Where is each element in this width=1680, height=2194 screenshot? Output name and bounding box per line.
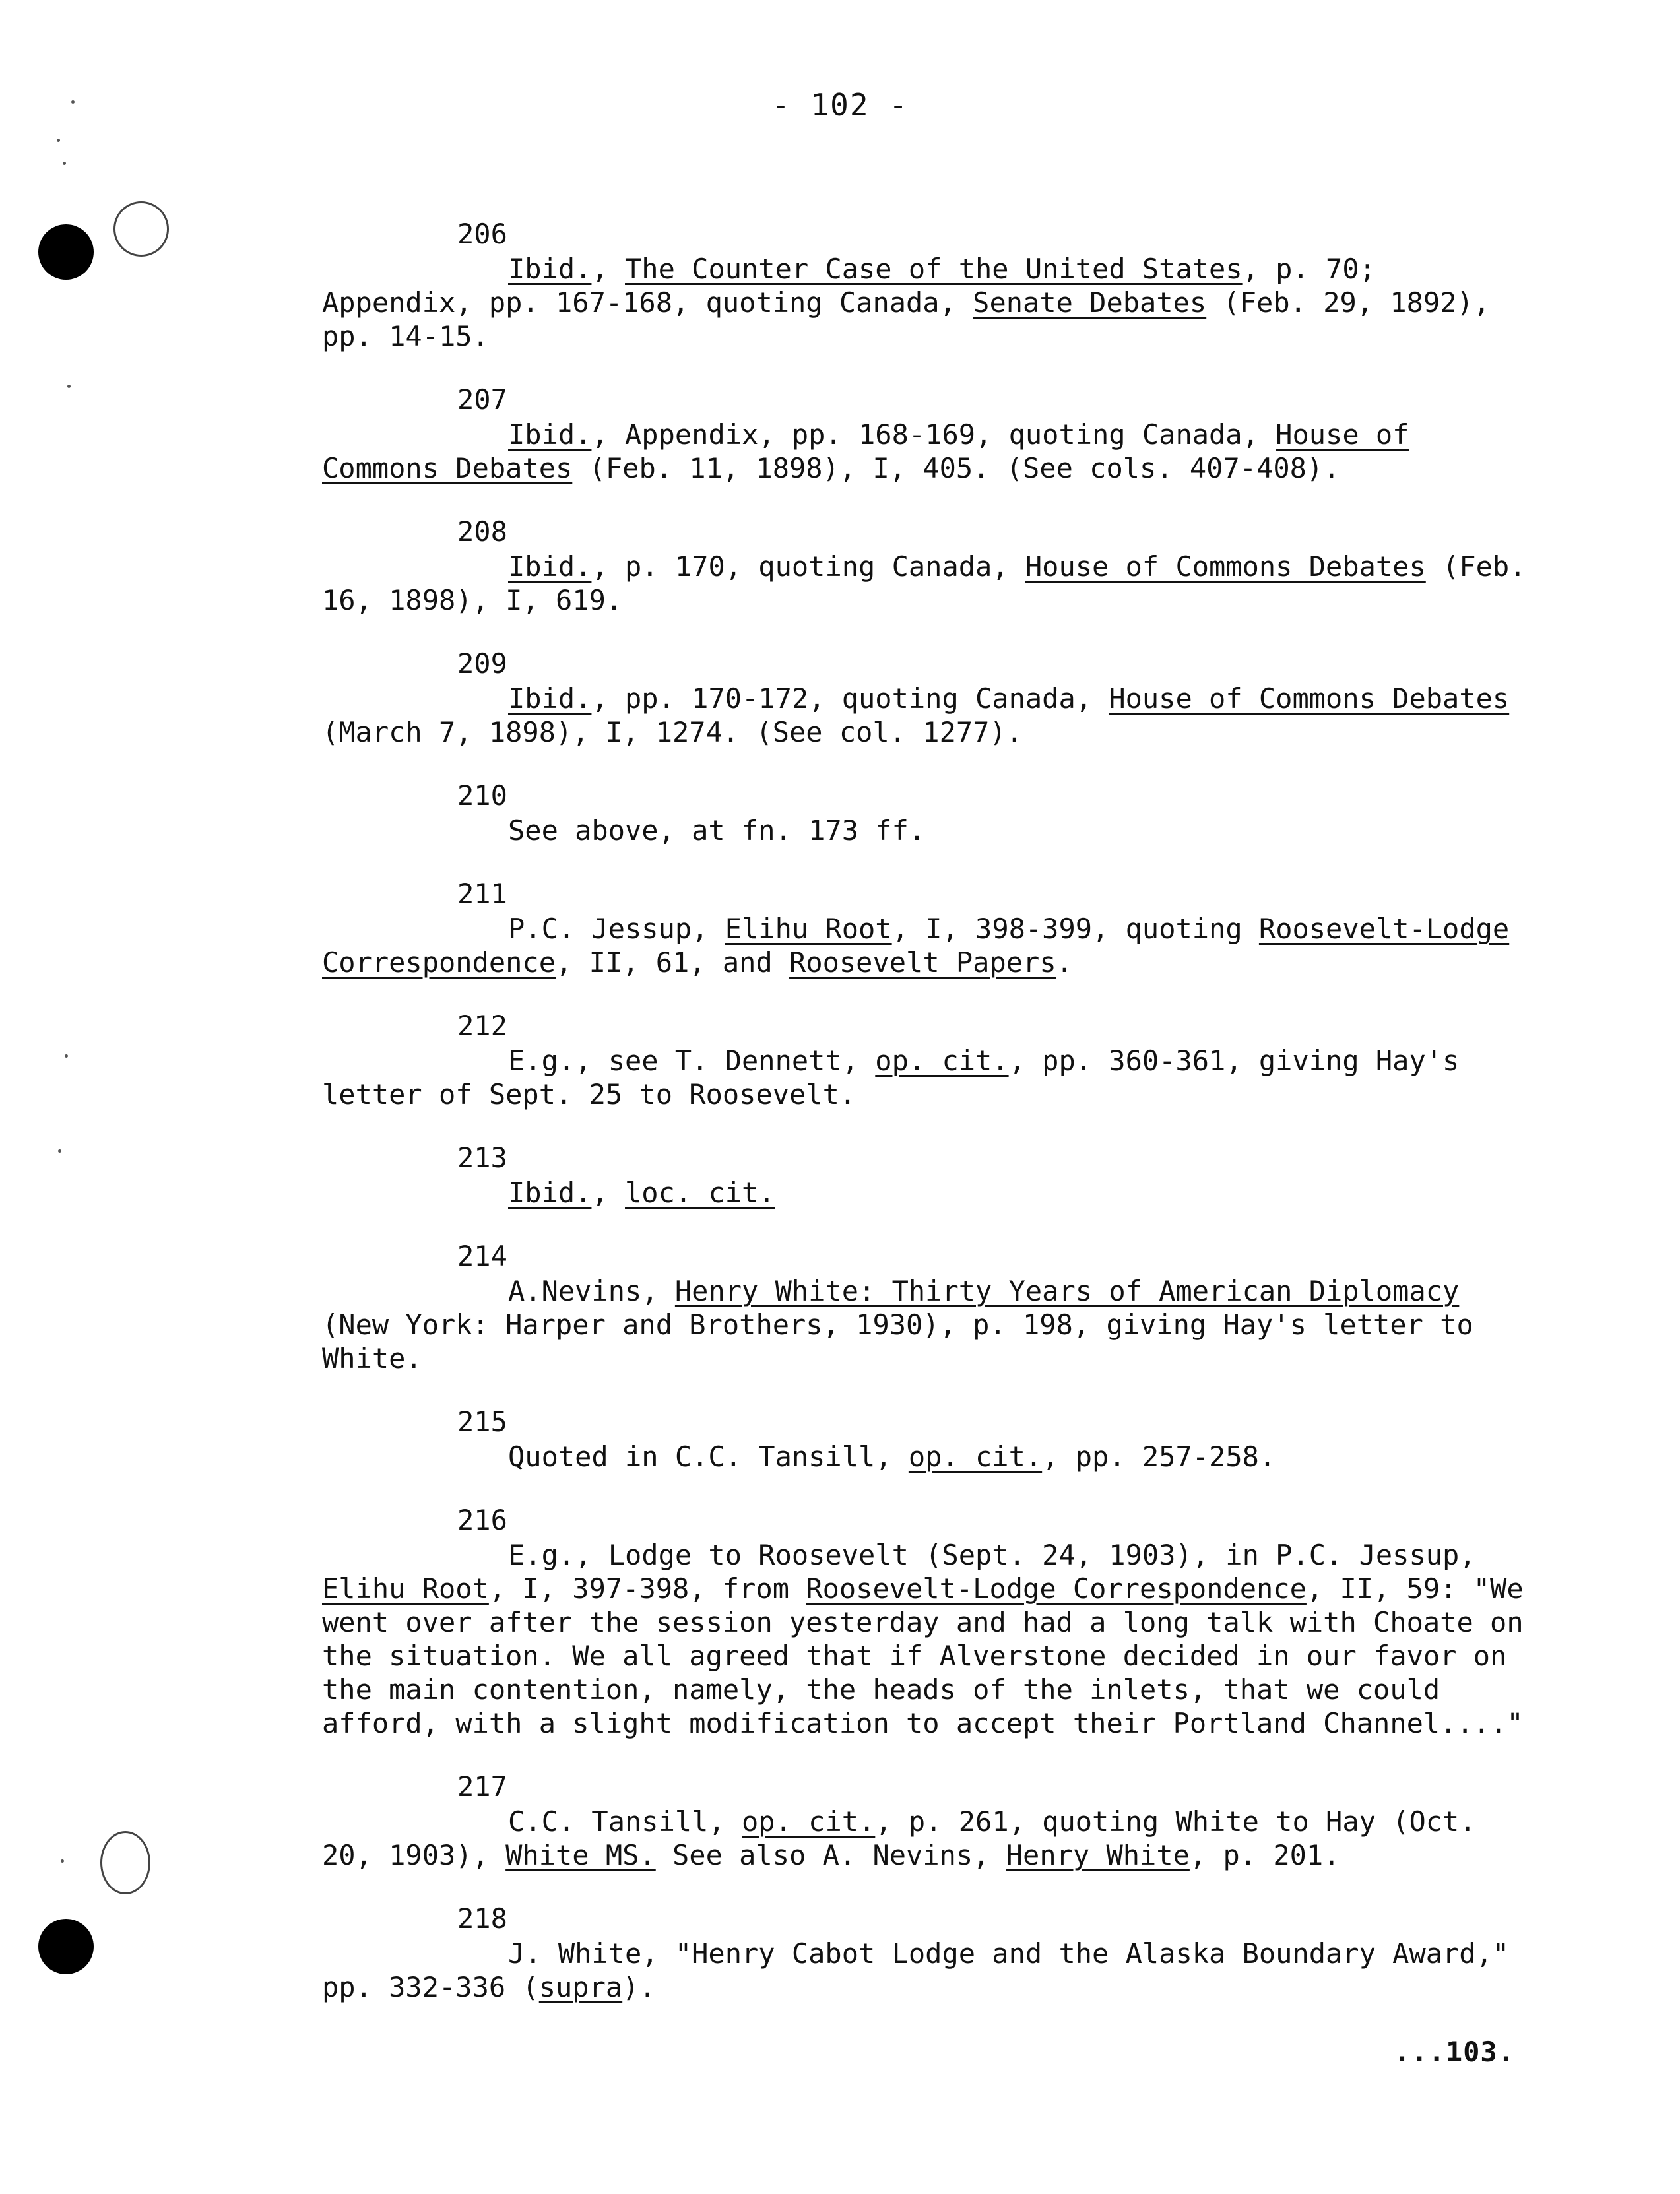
footnote-text-segment: , <box>591 1177 626 1209</box>
continued-marker: ...103. <box>1393 2036 1515 2068</box>
footnote <box>322 1902 1530 2004</box>
underlined-citation: House of Commons Debates <box>1025 550 1426 583</box>
footnote-text-segment: (March 7, 1898), I, 1274. (See col. 1277). <box>322 716 1023 748</box>
footnote-text-segment: , pp. 360-361, giving Hay's letter of Sept. 25 to Roosevelt. <box>322 1045 1460 1111</box>
scan-speck <box>63 162 66 165</box>
footnotes-list <box>322 218 1530 2034</box>
footnote-text <box>322 1440 1530 1473</box>
footnote-text <box>322 912 1530 979</box>
scan-speck <box>67 385 71 388</box>
footnote-number: 212 <box>457 1010 507 1042</box>
footnote-text <box>322 1044 1530 1111</box>
underlined-citation: Senate Debates <box>973 286 1207 319</box>
punch-hole-outline-bottom <box>100 1831 150 1894</box>
footnote <box>322 1405 1530 1473</box>
footnote-text <box>322 682 1530 749</box>
footnote-text <box>322 1805 1530 1872</box>
footnote-text-segment: Quoted in C.C. Tansill, <box>508 1440 909 1473</box>
footnote-text-segment: E.g., Lodge to Roosevelt (Sept. 24, 1903), in P.C. Jessup, <box>508 1539 1476 1571</box>
underlined-citation: op. cit. <box>875 1045 1009 1077</box>
punch-hole-bottom <box>38 1919 94 1974</box>
footnote-number: 211 <box>457 878 507 910</box>
underlined-citation: Henry White: Thirty Years of American Diplomacy <box>674 1275 1460 1307</box>
scan-speck <box>61 1859 64 1863</box>
underlined-citation: Elihu Root <box>322 1572 489 1605</box>
footnote-text-segment: . <box>1056 946 1073 979</box>
footnote-number: 215 <box>457 1405 507 1438</box>
footnote-text-segment: C.C. Tansill, <box>508 1805 742 1838</box>
footnote-text <box>322 1937 1530 2004</box>
footnote-number: 214 <box>457 1240 507 1272</box>
footnote-text-segment: , pp. 257-258. <box>1042 1440 1276 1473</box>
underlined-citation: Roosevelt Papers <box>789 946 1056 979</box>
footnote <box>322 878 1530 979</box>
footnote-text-segment: P.C. Jessup, <box>508 913 725 945</box>
footnote <box>322 218 1530 353</box>
footnote-number: 213 <box>457 1142 507 1174</box>
footnote-number: 208 <box>457 515 507 548</box>
underlined-citation: supra <box>538 1971 623 2003</box>
footnote-text-segment: , II, 61, and <box>556 946 790 979</box>
scan-speck <box>65 1054 68 1058</box>
footnote-text-segment: J. White, "Henry Cabot Lodge and the Alaska Boundary Award," pp. 332-336 ( <box>322 1937 1510 2003</box>
footnote-text-segment: , Appendix, pp. 168-169, quoting Canada, <box>591 418 1276 451</box>
footnote-number: 209 <box>457 647 507 680</box>
footnote-text <box>322 418 1530 485</box>
footnote-text-segment: (New York: Harper and Brothers, 1930), p. 198, giving Hay's letter to White. <box>322 1308 1473 1374</box>
scan-speck <box>57 139 60 142</box>
footnote <box>322 1770 1530 1872</box>
footnote-text-segment: , II, 59: "We went over after the session yesterday and had a long talk with Choate on the situation. We all agreed that if Alverstone decided in our favor on the main contention, namely, the heads of the inlets, that we could afford, with a slight modification to accept their Portland Channel...." <box>322 1572 1524 1739</box>
footnote-number: 206 <box>457 218 507 250</box>
footnote-text-segment: E.g., see T. Dennett, <box>508 1045 876 1077</box>
footnote-number: 217 <box>457 1770 507 1803</box>
footnote-text-segment: , p. 70; Appendix, pp. 167-168, quoting Canada, <box>322 253 1376 319</box>
underlined-citation: Ibid. <box>508 550 592 583</box>
footnote-text-segment: , pp. 170-172, quoting Canada, <box>591 682 1109 715</box>
underlined-citation: Roosevelt-Lodge Correspondence <box>322 913 1510 979</box>
punch-hole-top <box>38 224 94 280</box>
footnote-text-segment: , p. 261, quoting White to Hay (Oct. 20, 1903), <box>322 1805 1476 1871</box>
footnote-text <box>322 1274 1530 1375</box>
footnote-number: 207 <box>457 383 507 416</box>
footnote-number: 218 <box>457 1902 507 1935</box>
footnote-text-segment: (Feb. 29, 1892), pp. 14-15. <box>322 286 1491 352</box>
footnote <box>322 1010 1530 1111</box>
footnote-text-segment: , I, 397-398, from <box>488 1572 806 1605</box>
footnote <box>322 779 1530 847</box>
underlined-citation: House of Commons Debates <box>322 418 1409 484</box>
underlined-citation: House of Commons Debates <box>1109 682 1510 715</box>
underlined-citation: Henry White <box>1006 1839 1190 1871</box>
footnote-text-segment: ). <box>622 1971 656 2003</box>
footnote <box>322 1240 1530 1375</box>
footnote <box>322 1504 1530 1740</box>
footnote-number: 216 <box>457 1504 507 1536</box>
footnote-text-segment: , I, 398-399, quoting <box>891 913 1259 945</box>
footnote-text-segment: A.Nevins, <box>508 1275 675 1307</box>
footnote-text <box>322 1538 1530 1740</box>
footnote-number: 210 <box>457 779 507 812</box>
footnote-text <box>322 550 1530 617</box>
footnote-text-segment: See also A. Nevins, <box>655 1839 1006 1871</box>
underlined-citation: Ibid. <box>508 253 592 285</box>
underlined-citation: op. cit. <box>908 1440 1043 1473</box>
underlined-citation: op. cit. <box>742 1805 876 1838</box>
footnote <box>322 515 1530 617</box>
footnote <box>322 647 1530 749</box>
underlined-citation: Ibid. <box>508 1177 592 1209</box>
underlined-citation: Ibid. <box>508 682 592 715</box>
punch-hole-outline-top <box>113 201 169 257</box>
underlined-citation: Elihu Root <box>725 913 892 945</box>
footnote-text <box>322 1176 1530 1210</box>
footnote-text-segment: , <box>591 253 626 285</box>
footnote-text-segment: (Feb. 16, 1898), I, 619. <box>322 550 1526 616</box>
footnote <box>322 383 1530 485</box>
footnote-text-segment: (Feb. 11, 1898), I, 405. (See cols. 407-408). <box>572 452 1340 484</box>
underlined-citation: The Counter Case of the United States <box>625 253 1243 285</box>
underlined-citation: Ibid. <box>508 418 592 451</box>
page-number: - 102 - <box>771 87 909 123</box>
scan-speck <box>58 1149 61 1153</box>
footnote-text-segment: , p. 201. <box>1189 1839 1340 1871</box>
scan-speck <box>71 100 75 104</box>
footnote-text <box>322 252 1530 353</box>
underlined-citation: loc. cit. <box>625 1177 775 1209</box>
underlined-citation: Roosevelt-Lodge Correspondence <box>806 1572 1307 1605</box>
footnote <box>322 1142 1530 1210</box>
underlined-citation: White MS. <box>505 1839 656 1871</box>
footnote-text-segment: , p. 170, quoting Canada, <box>591 550 1025 583</box>
footnote-text-segment: See above, at fn. 173 ff. <box>508 814 926 847</box>
footnote-text <box>322 814 1530 847</box>
